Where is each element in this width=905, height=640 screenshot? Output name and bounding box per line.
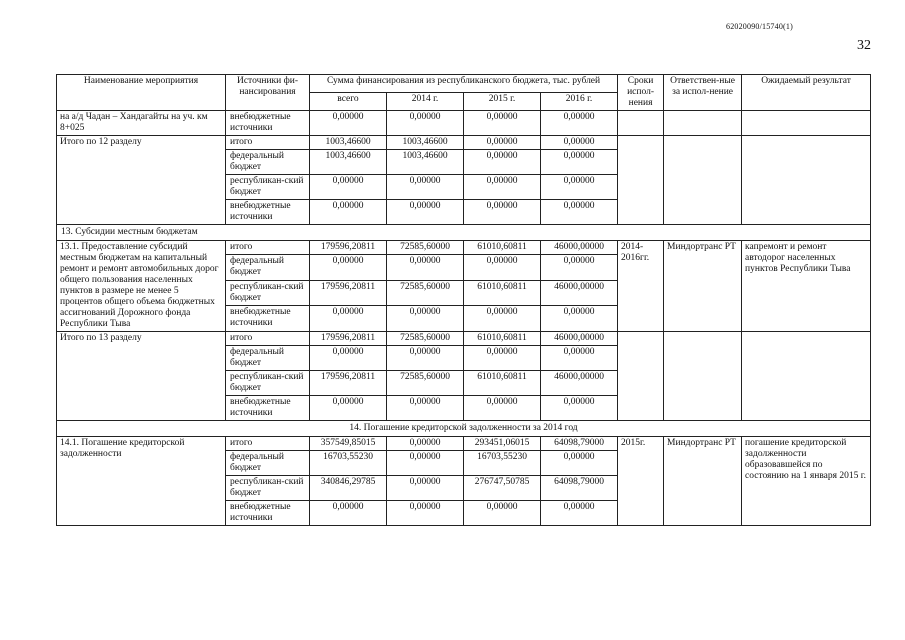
value-cell: 0,00000 bbox=[541, 451, 618, 476]
table-row bbox=[57, 136, 871, 150]
source-republic: республикан-ский бюджет bbox=[226, 371, 310, 396]
result-cell: капремонт и ремонт автодорог населенных пунктов Республики Тыва bbox=[742, 241, 871, 332]
value-cell: 1003,46600 bbox=[387, 150, 464, 175]
source-extrabudget: внебюджетные источники bbox=[226, 306, 310, 332]
source-republic: республикан-ский бюджет bbox=[226, 175, 310, 200]
value-cell: 0,00000 bbox=[310, 175, 387, 200]
section-13-title: 13. Субсидии местным бюджетам bbox=[57, 225, 871, 241]
value-cell: 0,00000 bbox=[464, 136, 541, 150]
source-total: итого bbox=[226, 136, 310, 150]
terms-cell bbox=[618, 111, 664, 136]
table-row bbox=[57, 111, 871, 136]
value-cell: 357549,85015 bbox=[310, 437, 387, 451]
value-cell: 0,00000 bbox=[310, 200, 387, 225]
value-cell: 0,00000 bbox=[310, 255, 387, 281]
responsible-cell bbox=[664, 136, 742, 225]
value-cell: 61010,60811 bbox=[464, 280, 541, 306]
value-cell: 0,00000 bbox=[541, 396, 618, 421]
value-cell: 64098,79000 bbox=[541, 437, 618, 451]
source-total: итого bbox=[226, 241, 310, 255]
result-cell bbox=[742, 111, 871, 136]
value-cell: 0,00000 bbox=[387, 346, 464, 371]
source-republic: республикан-ский бюджет bbox=[226, 476, 310, 501]
subheader-2015: 2015 г. bbox=[464, 93, 541, 111]
section-row bbox=[57, 421, 871, 437]
value-cell: 0,00000 bbox=[387, 111, 464, 136]
value-cell: 0,00000 bbox=[310, 396, 387, 421]
value-cell: 0,00000 bbox=[464, 396, 541, 421]
subheader-2016: 2016 г. bbox=[541, 93, 618, 111]
result-cell: погашение кредиторской задолженности образовавшейся по состоянию на 1 января 2015 г. bbox=[742, 437, 871, 526]
value-cell: 64098,79000 bbox=[541, 476, 618, 501]
result-cell bbox=[742, 136, 871, 225]
value-cell: 293451,06015 bbox=[464, 437, 541, 451]
row-name: 14.1. Погашение кредиторской задолженности bbox=[57, 437, 226, 526]
value-cell: 46000,00000 bbox=[541, 280, 618, 306]
source-total: итого bbox=[226, 437, 310, 451]
value-cell: 0,00000 bbox=[464, 111, 541, 136]
value-cell: 46000,00000 bbox=[541, 332, 618, 346]
value-cell: 0,00000 bbox=[387, 437, 464, 451]
value-cell: 46000,00000 bbox=[541, 371, 618, 396]
value-cell: 72585,60000 bbox=[387, 332, 464, 346]
responsible-cell: Миндортранс РТ bbox=[664, 437, 742, 526]
value-cell: 0,00000 bbox=[387, 175, 464, 200]
value-cell: 0,00000 bbox=[541, 200, 618, 225]
value-cell: 0,00000 bbox=[541, 111, 618, 136]
value-cell: 0,00000 bbox=[387, 306, 464, 332]
value-cell: 0,00000 bbox=[541, 150, 618, 175]
value-cell: 46000,00000 bbox=[541, 241, 618, 255]
header-name: Наименование мероприятия bbox=[57, 75, 226, 111]
value-cell: 61010,60811 bbox=[464, 241, 541, 255]
value-cell: 0,00000 bbox=[541, 175, 618, 200]
row-name: на а/д Чадан – Хандагайты на уч. км 8+025 bbox=[57, 111, 226, 136]
responsible-cell bbox=[664, 111, 742, 136]
value-cell: 72585,60000 bbox=[387, 280, 464, 306]
value-cell: 0,00000 bbox=[387, 476, 464, 501]
value-cell: 72585,60000 bbox=[387, 371, 464, 396]
row-name: Итого по 13 разделу bbox=[57, 332, 226, 421]
value-cell: 0,00000 bbox=[387, 501, 464, 526]
value-cell: 0,00000 bbox=[387, 451, 464, 476]
source-federal: федеральный бюджет bbox=[226, 255, 310, 281]
value-cell: 0,00000 bbox=[464, 306, 541, 332]
result-cell bbox=[742, 332, 871, 421]
value-cell: 0,00000 bbox=[310, 111, 387, 136]
row-name: 13.1. Предоставление субсидий местным бюджетам на капитальный ремонт и ремонт автомобильных дорог общего пользования населенных пунктов в размере не менее 5 процентов общего объема бюджетных ассигнований Дорожного фонда Республики Тыва bbox=[57, 241, 226, 332]
value-cell: 276747,50785 bbox=[464, 476, 541, 501]
row-name: Итого по 12 разделу bbox=[57, 136, 226, 225]
value-cell: 1003,46600 bbox=[310, 150, 387, 175]
section-14-title: 14. Погашение кредиторской задолженности за 2014 год bbox=[57, 421, 871, 437]
table-row bbox=[57, 332, 871, 346]
value-cell: 0,00000 bbox=[310, 346, 387, 371]
value-cell: 0,00000 bbox=[310, 501, 387, 526]
source-extrabudget: внебюджетные источники bbox=[226, 501, 310, 526]
value-cell: 1003,46600 bbox=[310, 136, 387, 150]
source-total: итого bbox=[226, 332, 310, 346]
header-sum: Сумма финансирования из республиканского бюджета, тыс. рублей bbox=[310, 75, 618, 93]
value-cell: 0,00000 bbox=[387, 200, 464, 225]
value-cell: 16703,55230 bbox=[310, 451, 387, 476]
source-republic: республикан-ский бюджет bbox=[226, 280, 310, 306]
value-cell: 0,00000 bbox=[464, 200, 541, 225]
source-extrabudget: внебюджетные источники bbox=[226, 396, 310, 421]
subheader-total: всего bbox=[310, 93, 387, 111]
value-cell: 0,00000 bbox=[541, 501, 618, 526]
terms-cell: 2014-2016гг. bbox=[618, 241, 664, 332]
document-id: 62020090/15740(1) bbox=[726, 22, 793, 31]
value-cell: 0,00000 bbox=[541, 255, 618, 281]
value-cell: 340846,29785 bbox=[310, 476, 387, 501]
value-cell: 179596,20811 bbox=[310, 332, 387, 346]
header-responsible: Ответствен-ные за испол-нение bbox=[664, 75, 742, 111]
value-cell: 61010,60811 bbox=[464, 332, 541, 346]
terms-cell bbox=[618, 136, 664, 225]
terms-cell bbox=[618, 332, 664, 421]
responsible-cell: Миндортранс РТ bbox=[664, 241, 742, 332]
source-federal: федеральный бюджет bbox=[226, 150, 310, 175]
source-federal: федеральный бюджет bbox=[226, 346, 310, 371]
value-cell: 16703,55230 bbox=[464, 451, 541, 476]
table-row bbox=[57, 437, 871, 451]
value-cell: 61010,60811 bbox=[464, 371, 541, 396]
value-cell: 72585,60000 bbox=[387, 241, 464, 255]
funding-table bbox=[56, 74, 871, 526]
value-cell: 179596,20811 bbox=[310, 371, 387, 396]
table-row bbox=[57, 241, 871, 255]
header-row bbox=[57, 75, 871, 93]
value-cell: 0,00000 bbox=[464, 255, 541, 281]
header-result: Ожидаемый результат bbox=[742, 75, 871, 111]
value-cell: 0,00000 bbox=[464, 501, 541, 526]
source-federal: федеральный бюджет bbox=[226, 451, 310, 476]
header-sources: Источники фи-нансирования bbox=[226, 75, 310, 111]
value-cell: 0,00000 bbox=[464, 346, 541, 371]
value-cell: 0,00000 bbox=[541, 306, 618, 332]
value-cell: 0,00000 bbox=[310, 306, 387, 332]
page-number: 32 bbox=[857, 38, 871, 53]
value-cell: 179596,20811 bbox=[310, 280, 387, 306]
value-cell: 179596,20811 bbox=[310, 241, 387, 255]
value-cell: 0,00000 bbox=[464, 150, 541, 175]
value-cell: 0,00000 bbox=[541, 136, 618, 150]
source-extrabudget: внебюджетные источники bbox=[226, 111, 310, 136]
section-row bbox=[57, 225, 871, 241]
source-extrabudget: внебюджетные источники bbox=[226, 200, 310, 225]
terms-cell: 2015г. bbox=[618, 437, 664, 526]
value-cell: 0,00000 bbox=[387, 396, 464, 421]
value-cell: 0,00000 bbox=[387, 255, 464, 281]
header-terms: Сроки испол-нения bbox=[618, 75, 664, 111]
value-cell: 1003,46600 bbox=[387, 136, 464, 150]
value-cell: 0,00000 bbox=[464, 175, 541, 200]
value-cell: 0,00000 bbox=[541, 346, 618, 371]
subheader-2014: 2014 г. bbox=[387, 93, 464, 111]
responsible-cell bbox=[664, 332, 742, 421]
